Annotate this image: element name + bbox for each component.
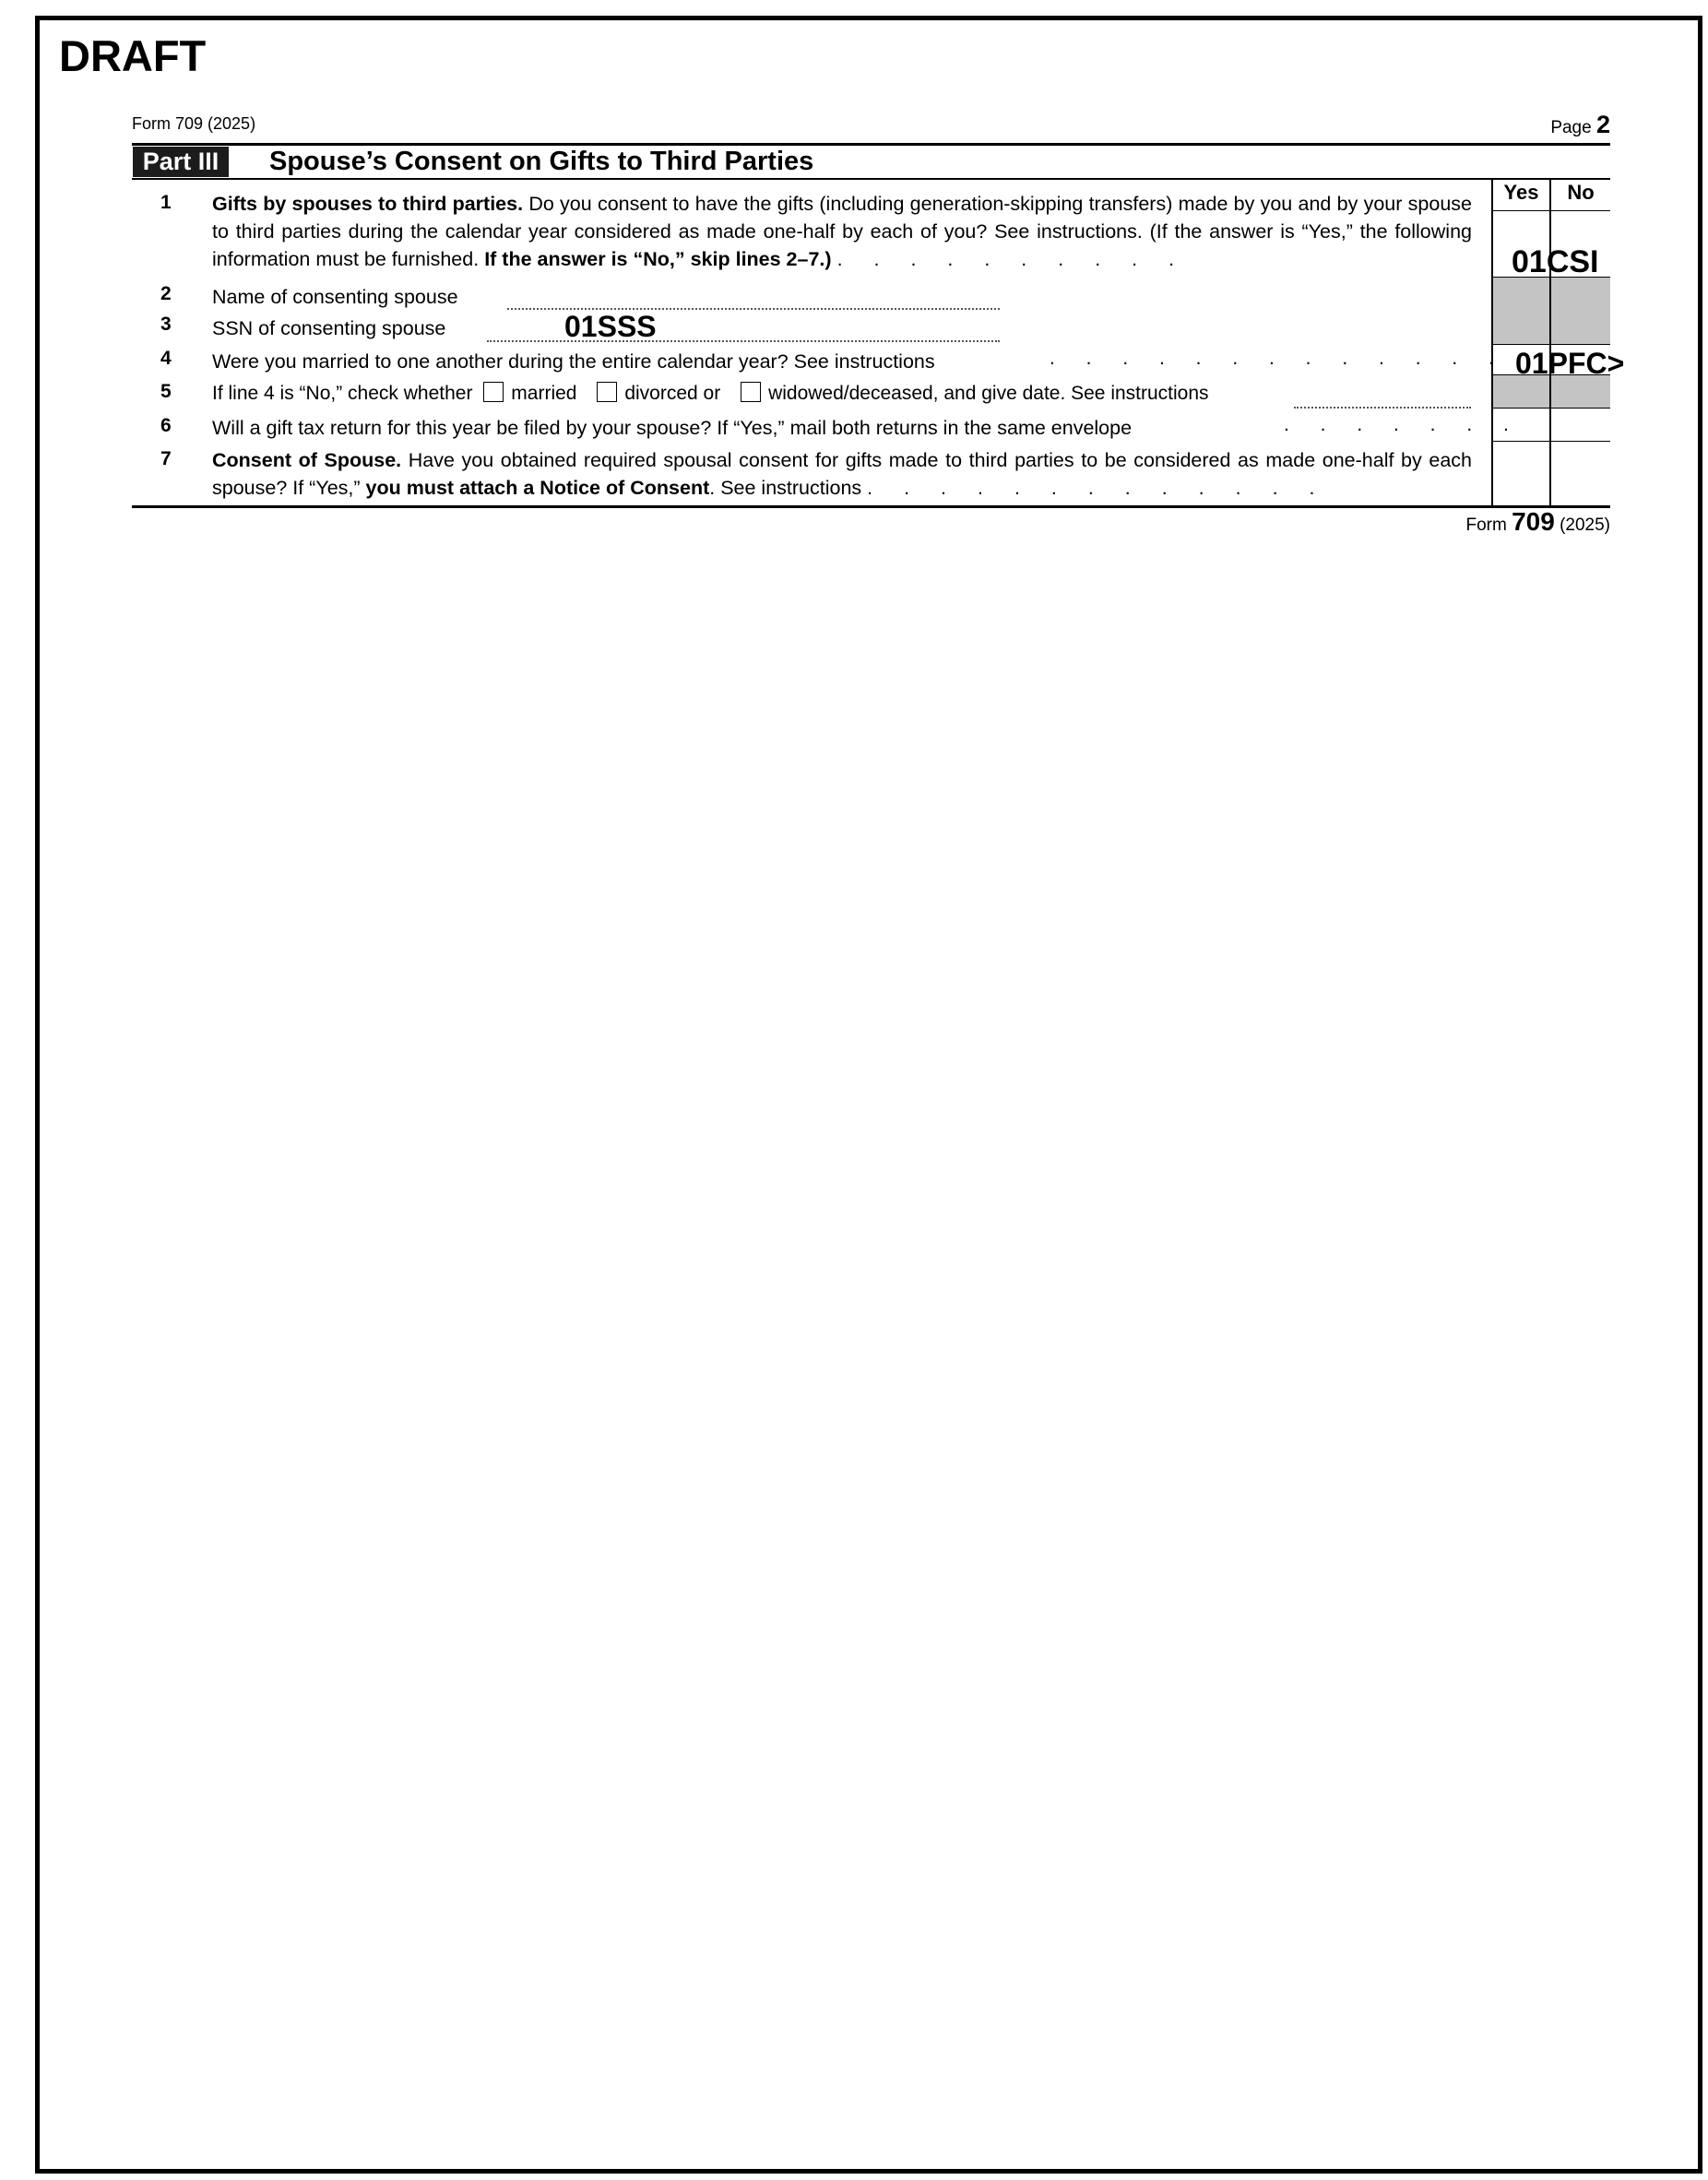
- line-5-number: 5: [160, 381, 172, 402]
- line-1-bold-lead: Gifts by spouses to third parties.: [212, 193, 524, 215]
- part-title: Spouse’s Consent on Gifts to Third Parties: [269, 147, 814, 176]
- line-1-code: 01CSI: [1512, 244, 1599, 279]
- line-5-label: If line 4 is “No,” check whether: [212, 383, 473, 404]
- line-6-dots: . . . . . . .: [1284, 414, 1522, 435]
- widowed-label: widowed/deceased, and give date. See instructions: [768, 383, 1209, 404]
- line-1-bold-tail: If the answer is “No,” skip lines 2–7.): [484, 248, 832, 270]
- no-column-header: No: [1567, 181, 1595, 204]
- line-7-bold-lead: Consent of Spouse.: [212, 449, 402, 471]
- line-1-body: Do you consent to have the gifts (including generation-skipping transfers) made by you and by your spouse to third parties during the calendar year considered as made one-half by each of you? See instructions. (If the answer is “Yes,” the following information must be furnished.: [212, 193, 1472, 270]
- line-4-code: 01PFC>: [1515, 347, 1625, 380]
- line-2-number: 2: [160, 283, 172, 304]
- line-1-dots: . . . . . . . . . .: [836, 248, 1188, 270]
- footer-form-number: 709: [1512, 507, 1555, 536]
- line-1-text: [212, 190, 1472, 273]
- part-label: Part III: [133, 147, 229, 177]
- spouse-ssn-value: 01SSS: [564, 310, 657, 343]
- page-word: Page: [1550, 118, 1592, 137]
- part-rule: [132, 178, 1610, 180]
- yes-column-header: Yes: [1503, 181, 1539, 204]
- header-rule: [1493, 210, 1610, 211]
- line-4-label: Were you married to one another during the entire calendar year? See instructions: [212, 350, 935, 373]
- line-7-bold-mid: you must attach a Notice of Consent: [365, 477, 710, 499]
- line-4-number: 4: [160, 348, 172, 369]
- page-number-value: 2: [1595, 111, 1610, 138]
- line-7-body: Have you obtained required spousal consent for gifts made to third parties to be considered as made one-half by each spouse? If “Yes,”: [212, 449, 1472, 499]
- gray-cell-no-2-3: [1551, 278, 1610, 344]
- line-5-text: [212, 380, 1472, 408]
- draft-watermark: DRAFT: [59, 31, 207, 80]
- line-4-dots: . . . . . . . . . . . . . .: [1050, 348, 1544, 369]
- footer-year: (2025): [1560, 515, 1610, 535]
- row-rule-6: [1493, 441, 1610, 442]
- line-7-text: [212, 446, 1472, 502]
- row-rule-5: [1493, 408, 1610, 409]
- form-label: Form 709 (2025): [132, 114, 256, 133]
- gray-cell-yes-2-3: [1493, 278, 1549, 344]
- line-7-dots: . . . . . . . . . . . . .: [867, 477, 1328, 499]
- bottom-rule: [132, 505, 1610, 508]
- line-3-label: SSN of consenting spouse: [212, 317, 446, 339]
- form-footer: [1465, 507, 1610, 537]
- line-2-label: Name of consenting spouse: [212, 286, 458, 308]
- line-6-label: Will a gift tax return for this year be filed by your spouse? If “Yes,” mail both returns in the same envelope: [212, 417, 1133, 439]
- line-6-number: 6: [160, 415, 172, 436]
- line-7-end: . See instructions: [709, 477, 862, 499]
- line-7-number: 7: [160, 448, 172, 469]
- date-field[interactable]: [1294, 407, 1471, 409]
- footer-form-word: Form: [1465, 515, 1507, 535]
- married-checkbox[interactable]: [483, 382, 504, 402]
- divorced-label: divorced or: [624, 383, 721, 404]
- divorced-checkbox[interactable]: [597, 382, 617, 402]
- line-3-number: 3: [160, 314, 172, 335]
- page-number: [1550, 111, 1610, 139]
- married-label: married: [511, 383, 577, 404]
- line-1-number: 1: [160, 192, 172, 213]
- widowed-checkbox[interactable]: [741, 382, 761, 402]
